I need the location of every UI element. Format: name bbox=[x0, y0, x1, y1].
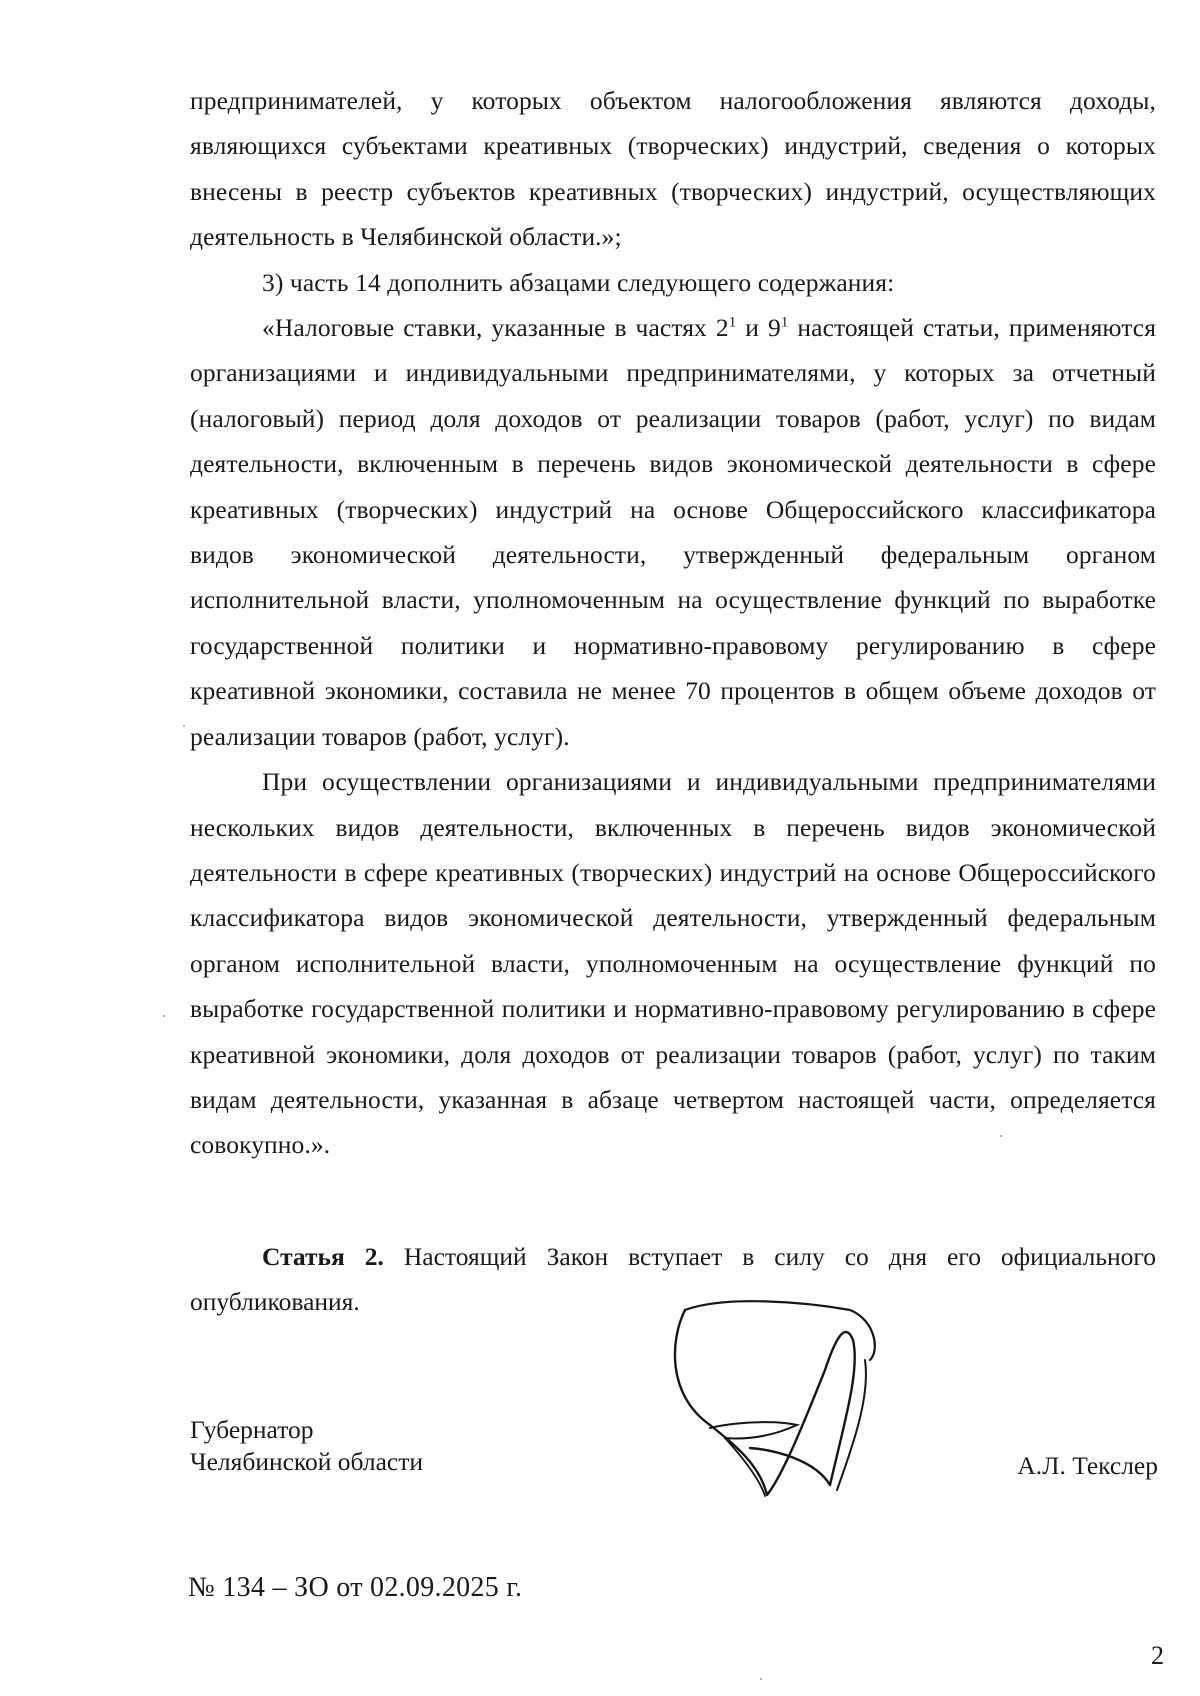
governor-position-line-2: Челябинской области bbox=[190, 1447, 424, 1476]
paragraph-multiple-activities: При осуществлении организациями и индивидуальными предпринимателями нескольких видов деятельности, включенных в перечень видов экономической деятельности в сфере креативных (творческих) индустрий на основе Общероссийского классификатора видов экономической деятельности, утвержденный федеральным органом исполнительной власти, уполномоченным на осуществление функций по выработке государственной политики и нормативно-правовому регулированию в сфере креативной экономики, доля доходов от реализации товаров (работ, услуг) по таким видам деятельности, указанная в абзаце четвертом настоящей части, определяется совокупно.». bbox=[190, 767, 1156, 1160]
paragraph-tax-rates bbox=[190, 305, 1156, 759]
handwritten-signature bbox=[665, 1300, 895, 1500]
signer-name: А.Л. Текслер bbox=[1017, 1451, 1158, 1480]
paragraph-tax-rates-part-a: «Налоговые ставки, указанные в частях 2 bbox=[262, 313, 729, 343]
article-2-text: Настоящий Закон вступает в силу со дня его официального опубликования. bbox=[190, 1242, 1156, 1317]
scan-speck bbox=[760, 1678, 762, 1680]
paragraph-tax-rates-part-c: настоящей статьи, применяются организациями и индивидуальными предпринимателями, у которых за отчетный (налоговый) период доля доходов от реализации товаров (работ, услуг) по видам деятельности, включенным в перечень видов экономической деятельности в сфере креативных (творческих) индустрий на основе Общероссийского классификатора видов экономической деятельности, утвержденный федеральным органом исполнительной власти, уполномоченным на осуществление функций по выработке государственной политики и нормативно-правовому регулированию в сфере креативной экономики, составила не менее 70 процентов в общем объеме доходов от реализации товаров (работ, услуг). bbox=[190, 313, 1157, 751]
scan-speck bbox=[183, 725, 185, 727]
superscript-2: 1 bbox=[780, 314, 789, 331]
paragraph-tax-rates-part-b: и 9 bbox=[736, 313, 781, 343]
paragraph-item-3: 3) часть 14 дополнить абзацами следующего содержания: bbox=[262, 267, 895, 297]
governor-position-line-1: Губернатор bbox=[190, 1415, 314, 1444]
law-number: № 134 – ЗО от 02.09.2025 г. bbox=[188, 1572, 523, 1603]
superscript-1: 1 bbox=[728, 314, 737, 331]
governor-position bbox=[190, 1414, 423, 1478]
article-2-heading: Статья 2. bbox=[262, 1242, 384, 1271]
scan-speck bbox=[1000, 1135, 1002, 1137]
scan-speck bbox=[163, 1015, 165, 1017]
document-body bbox=[190, 78, 1156, 1168]
paragraph-continuation: предпринимателей, у которых объектом налогообложения являются доходы, являющихся субъектами креативных (творческих) индустрий, сведения о которых внесены в реестр субъектов креативных (творческих) индустрий, осуществляющих деятельность в Челябинской области.»; bbox=[190, 86, 1156, 252]
page-number: 2 bbox=[1151, 1641, 1164, 1670]
